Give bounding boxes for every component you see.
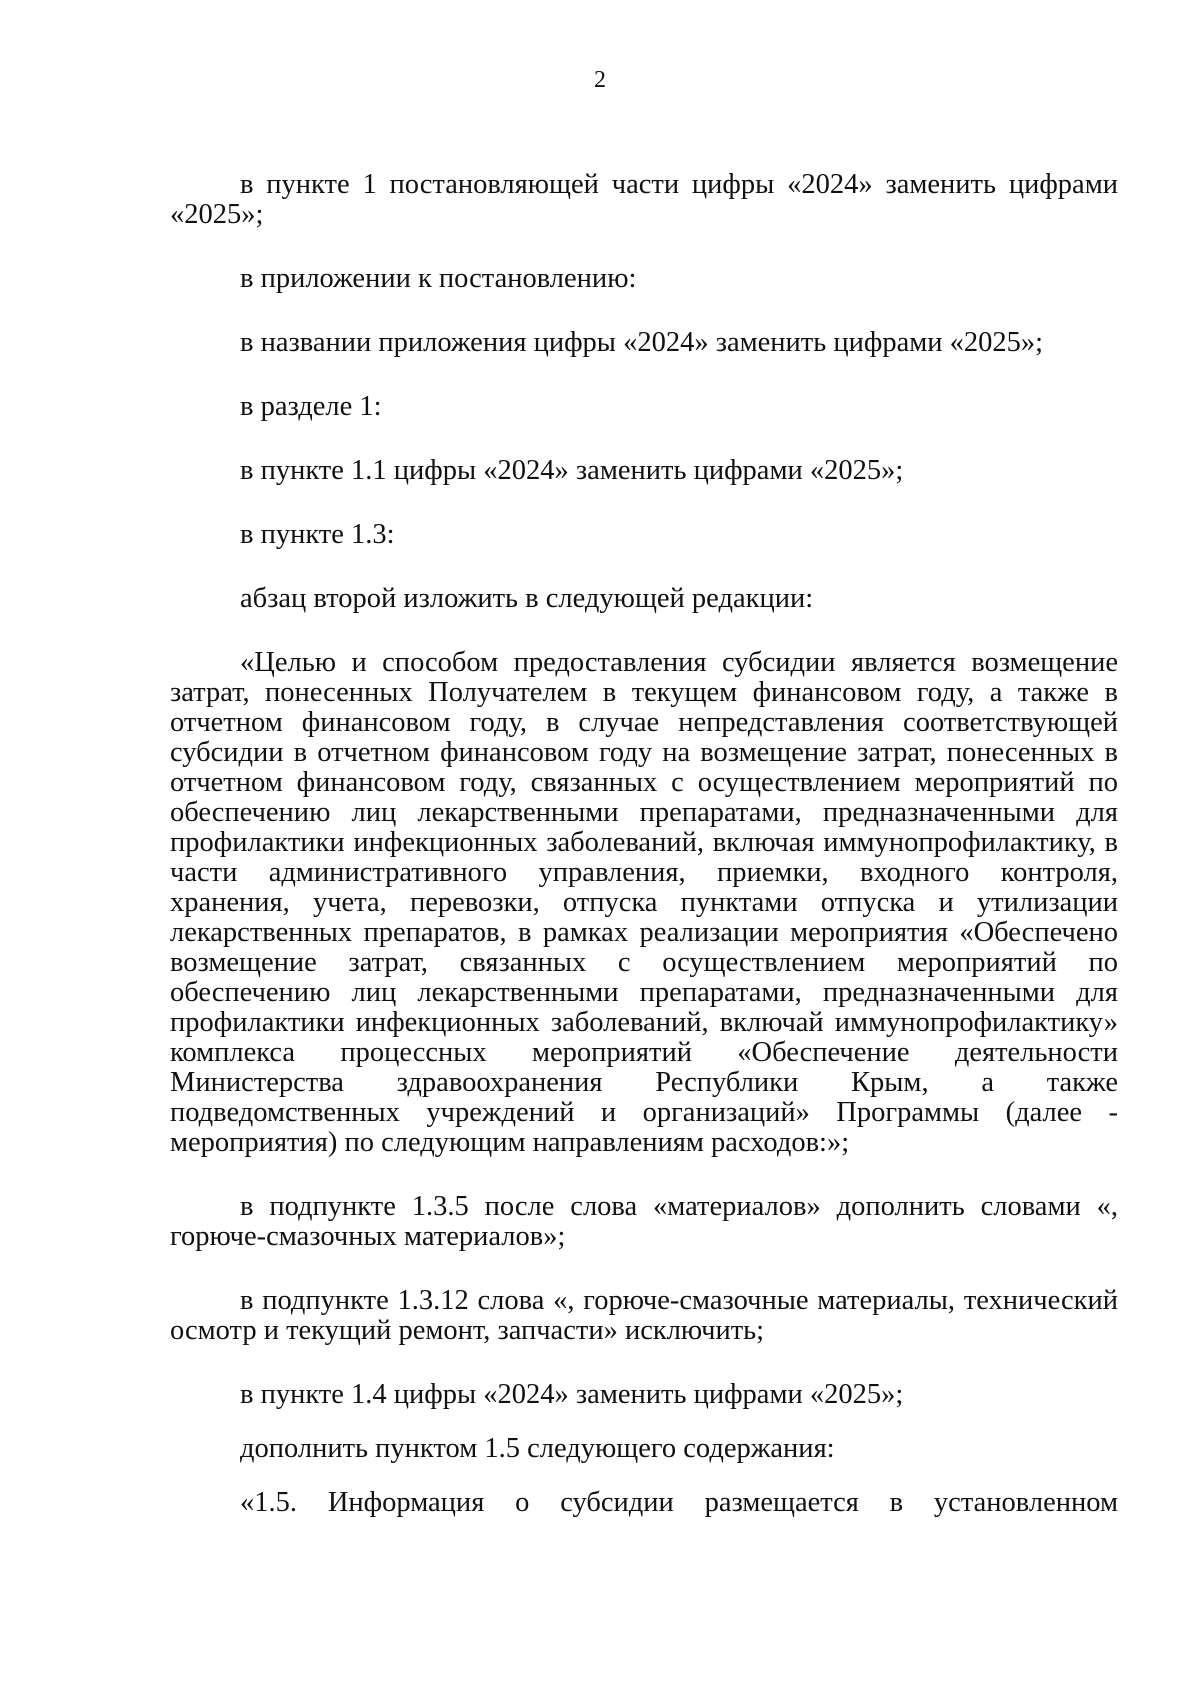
document-body	[170, 170, 1118, 1518]
paragraph-3: в названии приложения цифры «2024» заменить цифрами «2025»;	[240, 327, 1044, 358]
paragraph-4: в разделе 1:	[240, 391, 382, 422]
page-number: 2	[594, 67, 606, 93]
paragraph-8: «Целью и способом предоставления субсидии является возмещение затрат, понесенных Получателем в текущем финансовом году, а также в отчетном финансовом году, в случае непредставления соответствующей субсидии в отчетном финансовом году на возмещение затрат, понесенных в отчетном финансовом году, связанных с осуществлением мероприятий по обеспечению лиц лекарственными препаратами, предназначенными для профилактики инфекционных заболеваний, включая иммунопрофилактику, в части административного управления, приемки, входного контроля, хранения, учета, перевозки, отпуска пунктами отпуска и утилизации лекарственных препаратов, в рамках реализации мероприятия «Обеспечено возмещение затрат, связанных с осуществлением мероприятий по обеспечению лиц лекарственными препаратами, предназначенными для профилактики инфекционных заболеваний, включай иммунопрофилактику» комплекса процессных мероприятий «Обеспечение деятельности Министерства здравоохранения Республики Крым, а также подведомственных учреждений и организаций» Программы (далее - мероприятия) по следующим направлениям расходов:»;	[170, 647, 1118, 1158]
paragraph-1: в пункте 1 постановляющей части цифры «2024» заменить цифрами «2025»;	[170, 169, 1118, 230]
paragraph-2: в приложении к постановлению:	[240, 263, 637, 294]
paragraph-6: в пункте 1.3:	[240, 519, 395, 550]
paragraph-12: дополнить пунктом 1.5 следующего содержания:	[240, 1433, 835, 1464]
paragraph-13: «1.5. Информация о субсидии размещается в установленном	[240, 1487, 1118, 1518]
paragraph-7: абзац второй изложить в следующей редакции:	[240, 583, 814, 614]
paragraph-5: в пункте 1.1 цифры «2024» заменить цифрами «2025»;	[240, 455, 904, 486]
paragraph-11: в пункте 1.4 цифры «2024» заменить цифрами «2025»;	[240, 1379, 904, 1410]
paragraph-10: в подпункте 1.3.12 слова «, горюче-смазочные материалы, технический осмотр и текущий ремонт, запчасти» исключить;	[170, 1285, 1118, 1346]
paragraph-9: в подпункте 1.3.5 после слова «материалов» дополнить словами «, горюче-смазочных материалов»;	[170, 1191, 1118, 1252]
